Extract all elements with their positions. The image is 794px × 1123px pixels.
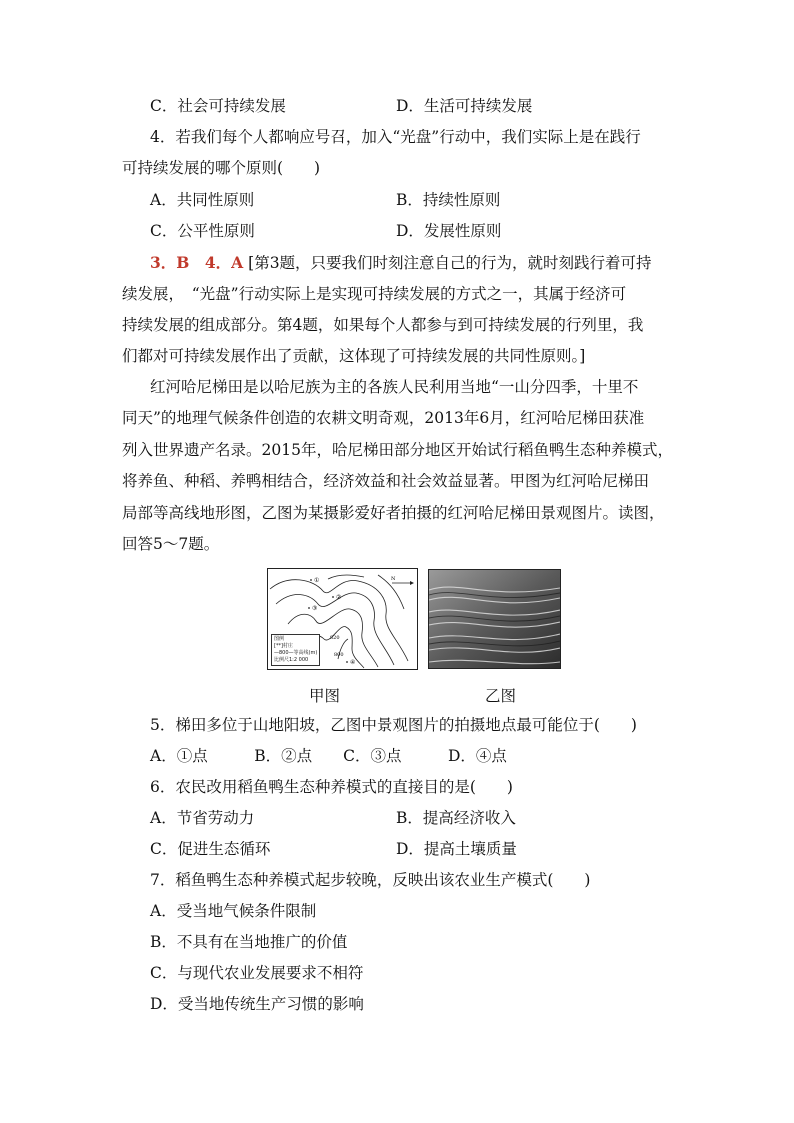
q6-option-c: C．促进生态循环 <box>150 840 271 858</box>
answer-line-2: 续发展， “光盘”行动实际上是实现可持续发展的方式之一，其属于经济可 <box>122 285 627 303</box>
map-legend <box>271 634 320 666</box>
passage-line-5: 局部等高线地形图，乙图为某摄影爱好者拍摄的红河哈尼梯田景观图片。读图， <box>122 504 665 522</box>
legend-contour: —800—等高线(m) <box>274 650 318 656</box>
q4-option-c: C．公平性原则 <box>150 222 255 240</box>
q4-stem: 4．若我们每个人都响应号召，加入“光盘”行动中，我们实际上是在践行 <box>150 128 641 146</box>
north-label: N <box>391 576 396 582</box>
passage-line-6: 回答5～7题。 <box>122 535 220 553</box>
answer-explanation: [第3题，只要我们时刻注意自己的行为，就时刻践行着可持 <box>248 254 652 272</box>
q3-option-d: D．生活可持续发展 <box>396 97 533 115</box>
q7-stem: 7．稻鱼鸭生态种养模式起步较晚，反映出该农业生产模式( ) <box>150 871 591 889</box>
legend-scale: 比例尺1:2 000 <box>274 657 309 663</box>
q4-stem-cont: 可持续发展的哪个原则( ) <box>122 159 321 177</box>
answer-label: 3．B 4．A <box>150 253 244 272</box>
q6-stem: 6．农民改用稻鱼鸭生态种养模式的直接目的是( ) <box>150 778 513 796</box>
map-point-1: ① <box>314 577 320 584</box>
q6-option-b: B．提高经济收入 <box>396 809 516 827</box>
answer-line-4: 们都对可持续发展作出了贡献，这体现了可持续发展的共同性原则。] <box>122 347 586 365</box>
passage-line-2: 同天”的地理气候条件创造的农耕文明奇观，2013年6月，红河哈尼梯田获准 <box>122 409 645 427</box>
passage-line-3: 列入世界遗产名录。2015年，哈尼梯田部分地区开始试行稻鱼鸭生态种养模式， <box>122 441 673 459</box>
q7-option-d: D．受当地传统生产习惯的影响 <box>150 995 364 1013</box>
q4-option-b: B．持续性原则 <box>396 191 501 209</box>
answer-3-4 <box>150 253 652 273</box>
q4-option-a: A．共同性原则 <box>150 191 255 209</box>
contour-label-820: 820 <box>330 635 340 641</box>
q4-option-d: D．发展性原则 <box>396 222 502 240</box>
map-point-2: ② <box>336 594 342 601</box>
terrace-photo <box>428 569 561 669</box>
terrace-photo-image <box>429 570 560 668</box>
q5-options: A．①点 B．②点 C．③点 D．④点 <box>150 747 507 765</box>
contour-map <box>267 568 418 670</box>
passage-line-1: 红河哈尼梯田是以哈尼族为主的各族人民利用当地“一山分四季，十里不 <box>150 378 639 396</box>
contour-label-800: 800 <box>334 652 344 658</box>
q3-option-c: C．社会可持续发展 <box>150 97 286 115</box>
legend-village: [**]村庄 <box>274 643 293 649</box>
legend-title: 图例 <box>274 636 285 642</box>
north-arrow-icon <box>391 576 414 585</box>
map-point-3: ③ <box>312 605 318 612</box>
photo-caption: 乙图 <box>485 687 517 705</box>
map-point-4: ④ <box>350 659 356 666</box>
q6-option-a: A．节省劳动力 <box>150 809 255 827</box>
map-caption: 甲图 <box>309 687 341 705</box>
q7-option-c: C．与现代农业发展要求不相符 <box>150 964 364 982</box>
answer-line-3: 持续发展的组成部分。第4题，如果每个人都参与到可持续发展的行列里，我 <box>122 316 644 334</box>
q6-option-d: D．提高土壤质量 <box>396 840 517 858</box>
q7-option-a: A．受当地气候条件限制 <box>150 902 317 920</box>
q7-option-b: B．不具有在当地推广的价值 <box>150 933 348 951</box>
q5-stem: 5．梯田多位于山地阳坡，乙图中景观图片的拍摄地点最可能位于( ) <box>150 716 637 734</box>
passage-line-4: 将养鱼、种稻、养鸭相结合，经济效益和社会效益显著。甲图为红河哈尼梯田 <box>122 472 650 490</box>
